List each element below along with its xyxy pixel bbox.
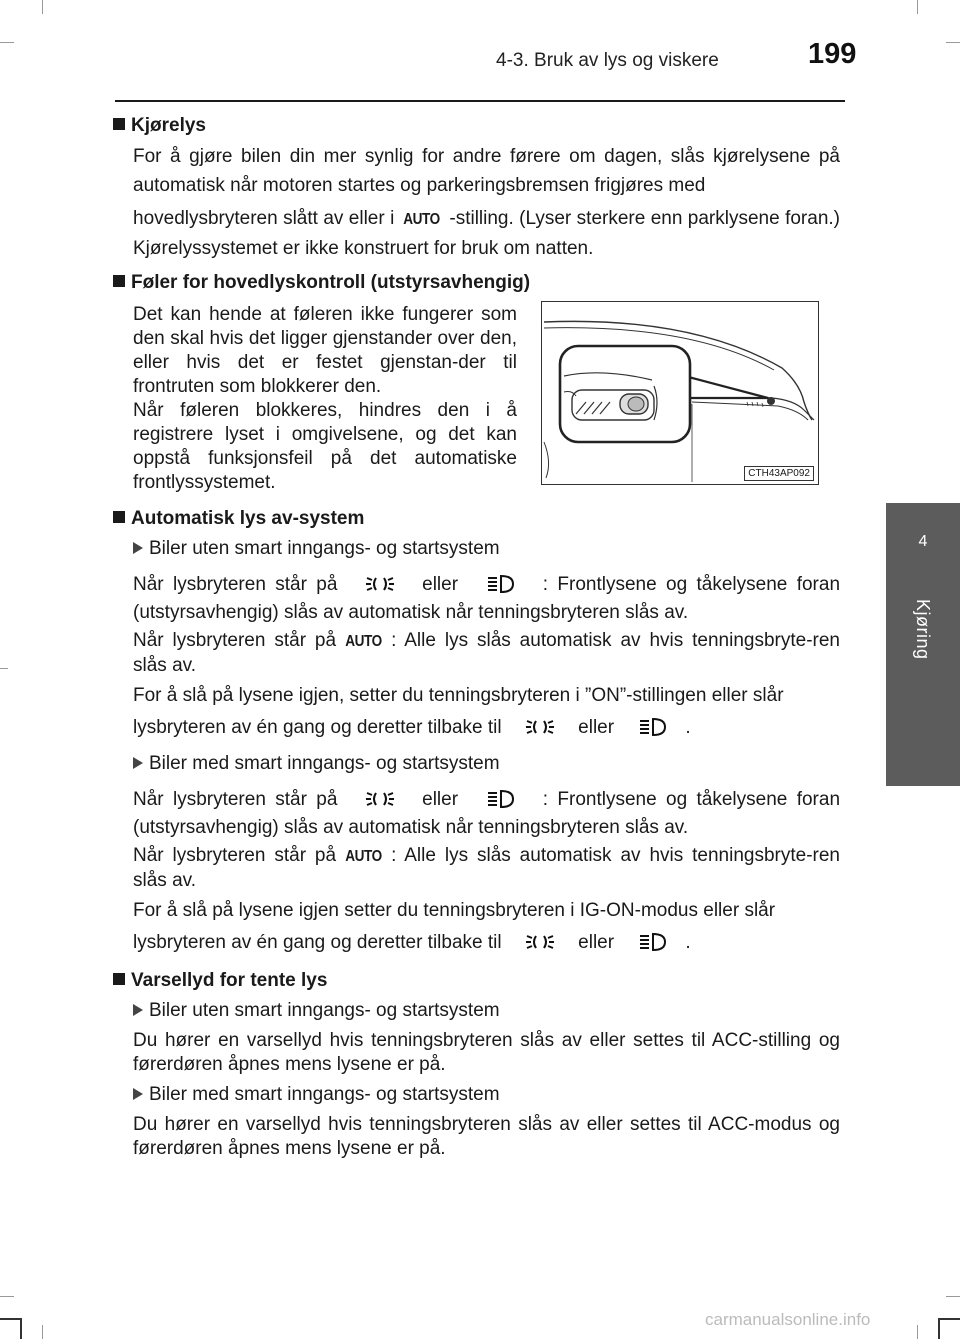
automatisk-b-paragraph-3: For å slå på lysene igjen setter du tenningsbryteren i IG-ON-modus eller slår (133, 900, 776, 921)
chapter-number: 4 (918, 533, 928, 550)
crop-mark (20, 1318, 22, 1339)
headlight-icon (485, 789, 515, 816)
page-content (113, 110, 840, 1165)
varsellyd-paragraph-1: Du hører en varsellyd hvis tenningsbryteren slås av eller settes til ACC-stilling og førerdøren åpnes mens lysene er på. (133, 1030, 840, 1075)
crop-mark (917, 1325, 918, 1339)
crop-mark (0, 668, 8, 669)
parking-light-icon (525, 932, 555, 961)
crop-mark (42, 1325, 43, 1339)
headlight-icon (637, 717, 667, 746)
crop-mark (0, 42, 14, 43)
kjorelys-paragraph-1: For å gjøre bilen din mer synlig for andre førere om dagen, slås kjørelysene på automatisk når motoren startes og parkeringsbremsen frigjøres med (133, 146, 840, 196)
square-bullet-icon (113, 275, 125, 287)
bullet-with-smart: Biler med smart inngangs- og startsystem (133, 1081, 840, 1109)
parking-light-icon (365, 574, 395, 601)
triangle-bullet-icon (133, 542, 143, 554)
section-heading-foler: Føler for hovedlyskontroll (utstyrsavhengig) (113, 271, 840, 295)
bullet-without-smart: Biler uten smart inngangs- og startsystem (133, 535, 840, 563)
sensor-text-2: Når føleren blokkeres, hindres den i å registrere lyset i omgivelsene, og det kan oppstå funksjonsfeil på det automatiske frontlyssystemet. (133, 400, 517, 493)
sensor-text-1: Det kan hende at føleren ikke fungerer som den skal hvis det ligger gjenstander over den, eller hvis det er festet gjenstan-der til frontruten som blokkerer den. (133, 304, 517, 397)
automatisk-a-paragraph-1: Når lysbryteren står på eller : Frontlysene og tåkelysene foran (utstyrsavhengig) slås av automatisk når tenningsbryteren slås av. (133, 574, 841, 623)
sensor-text (133, 299, 517, 495)
page-number: 199 (808, 38, 857, 70)
crop-mark (946, 42, 960, 43)
triangle-bullet-icon (133, 1088, 143, 1100)
figure-code: CTH43AP092 (744, 466, 814, 481)
automatisk-b-paragraph-4: lysbryteren av én gang og deretter tilbake til eller . (133, 929, 840, 961)
header-rule (115, 100, 845, 102)
crop-mark (917, 0, 918, 14)
crop-mark (0, 1318, 22, 1320)
sensor-figure (541, 301, 819, 485)
triangle-bullet-icon (133, 1004, 143, 1016)
square-bullet-icon (113, 511, 125, 523)
crop-mark (938, 1318, 940, 1339)
kjorelys-paragraph-2: hovedlysbryteren slått av eller i AUTO -stilling. (Lyser sterkere enn parklysene foran.) Kjørelyssystemet er ikke konstruert for bruk om natten. (133, 204, 840, 263)
automatisk-a-paragraph-2: Når lysbryteren står på AUTO : Alle lys slås automatisk av hvis tenningsbryte-ren slås av. (133, 630, 840, 676)
auto-icon: AUTO (345, 633, 382, 650)
crop-mark (0, 1296, 14, 1297)
parking-light-icon (365, 789, 395, 816)
auto-icon: AUTO (403, 211, 441, 228)
auto-icon: AUTO (345, 848, 382, 865)
varsellyd-paragraph-2: Du hører en varsellyd hvis tenningsbryteren slås av eller settes til ACC-modus og førerdøren åpnes mens lysene er på. (133, 1114, 840, 1159)
watermark: carmanualsonline.info (705, 1310, 871, 1329)
chapter-title: Kjøring (913, 599, 933, 660)
automatisk-a-paragraph-3: For å slå på lysene igjen, setter du tenningsbryteren i ”ON”-stillingen eller slår (133, 685, 784, 706)
bullet-without-smart: Biler uten smart inngangs- og startsystem (133, 997, 840, 1025)
section-heading-varsellyd: Varsellyd for tente lys (113, 969, 840, 993)
section-heading-automatisk: Automatisk lys av-system (113, 507, 840, 531)
chapter-tab (886, 503, 960, 786)
headlight-icon (637, 932, 667, 961)
windshield-sensor-illustration (542, 302, 818, 484)
crop-mark (938, 1318, 960, 1320)
automatisk-b-paragraph-2: Når lysbryteren står på AUTO : Alle lys slås automatisk av hvis tenningsbryte-ren slås av. (133, 845, 840, 891)
bullet-with-smart: Biler med smart inngangs- og startsystem (133, 750, 840, 778)
section-heading-kjorelys: Kjørelys (113, 114, 840, 138)
automatisk-b-paragraph-1: Når lysbryteren står på eller : Frontlysene og tåkelysene foran (utstyrsavhengig) slås av automatisk når tenningsbryteren slås av. (133, 789, 841, 838)
headlight-icon (485, 574, 515, 601)
square-bullet-icon (113, 118, 125, 130)
triangle-bullet-icon (133, 757, 143, 769)
square-bullet-icon (113, 973, 125, 985)
crop-mark (42, 0, 43, 14)
automatisk-a-paragraph-4: lysbryteren av én gang og deretter tilbake til eller . (133, 714, 840, 746)
parking-light-icon (525, 717, 555, 746)
sensor-row (133, 299, 840, 495)
crop-mark (946, 1296, 960, 1297)
header-section-title: 4-3. Bruk av lys og viskere (496, 50, 719, 71)
